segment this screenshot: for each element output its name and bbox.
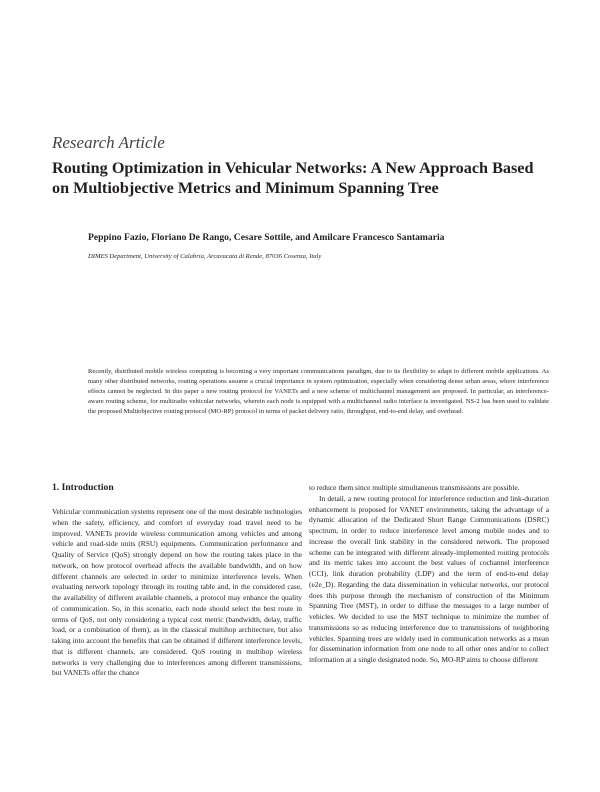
intro-paragraph-2: In detail, a new routing protocol for interference reduction and link-duration enhancement is proposed for VANET environments, taking the advantage of a dynamic allocation of the Dedicated Short Range Communications (DSRC) spectrum, in order to reduce interference level among mobile nodes and to increase the overall link stability in the considered network. The proposed scheme can be integrated with different already-implemented routing protocols and its metric takes into account the best values of cochannel interference (CCI), link duration probability (LDP) and the term of end-to-end delay (e2e_D). Regarding the data dissemination in vehicular networks, our protocol does this purpose through the mechanism of construction of the Minimum Spanning Tree (MST), in order to diffuse the messages to a large number of vehicles. We decided to use the MST technique to minimize the number of transmissions so as reducing interference due to transmissions of neighboring vehicles. Spanning trees are widely used in communication networks as a mean for dissemination information from one node to all other ones and/or to collect information at a single designated node. So, MO-RP aims to choose different [309,493,549,664]
right-column [309,483,549,666]
article-type: Research Article [52,133,165,152]
intro-paragraph-1: Vehicular communication systems represent one of the most desirable technologies when the safety, efficiency, and comfort of everyday road travel need to be improved. VANETs provide wireless communication among vehicles and among vehicle and road-side units (RSU) equipments. Communication performance and Quality of Service (QoS) strongly depend on how the routing takes place in the network, on how protocol overhead affects the available bandwidth, and on how different channels are selected in order to minimize interference levels. When evaluating network topology through its routing table and, in the considered case, the availability of different available channels, a protocol may enhance the quality of communication. So, in this scenario, each node should select the best route in terms of QoS, not only considering a typical cost metric (bandwidth, delay, traffic load, or a combination of them), as in the classical multihop architecture, but also taking into account the benefits that can be obtained if different interference levels, that is different channels, are considered. QoS routing in multihop wireless networks is very challenging due to interferences among different transmissions, but VANETs offer the chance [52,507,302,678]
author-list: Peppino Fazio, Floriano De Rango, Cesare Sottile, and Amilcare Francesco Santamaria [88,232,445,243]
section-heading-introduction: 1. Introduction [52,482,114,493]
abstract: Recently, distributed mobile wireless computing is becoming a very important communications paradigm, due to its flexibility to adapt to different mobile applications. As many other distributed networks, routing operations assume a crucial importance in system optimization, especially when considering dense urban areas, where interference effects cannot be neglected. In this paper a new routing protocol for VANETs and a new scheme of multichannel management are proposed. In particular, an interference-aware routing scheme, for multiradio vehicular networks, wherein each node is equipped with a multichannel radio interface is investigated. NS-2 has been used to validate the proposed Multiobjective routing protocol (MO-RP) protocol in terms of packet delivery ratio, throughput, end-to-end delay, and overhead. [88,368,549,415]
left-column [52,482,302,679]
paper-title: Routing Optimization in Vehicular Networks: A New Approach Based on Multiobjective Metrics and Minimum Spanning Tree [52,159,534,197]
intro-paragraph-1-continued: to reduce them since multiple simultaneous transmissions are possible. [309,483,520,492]
affiliation: DIMES Department, University of Calabria, Arcavacata di Rende, 87036 Cosenza, Italy [88,253,322,260]
